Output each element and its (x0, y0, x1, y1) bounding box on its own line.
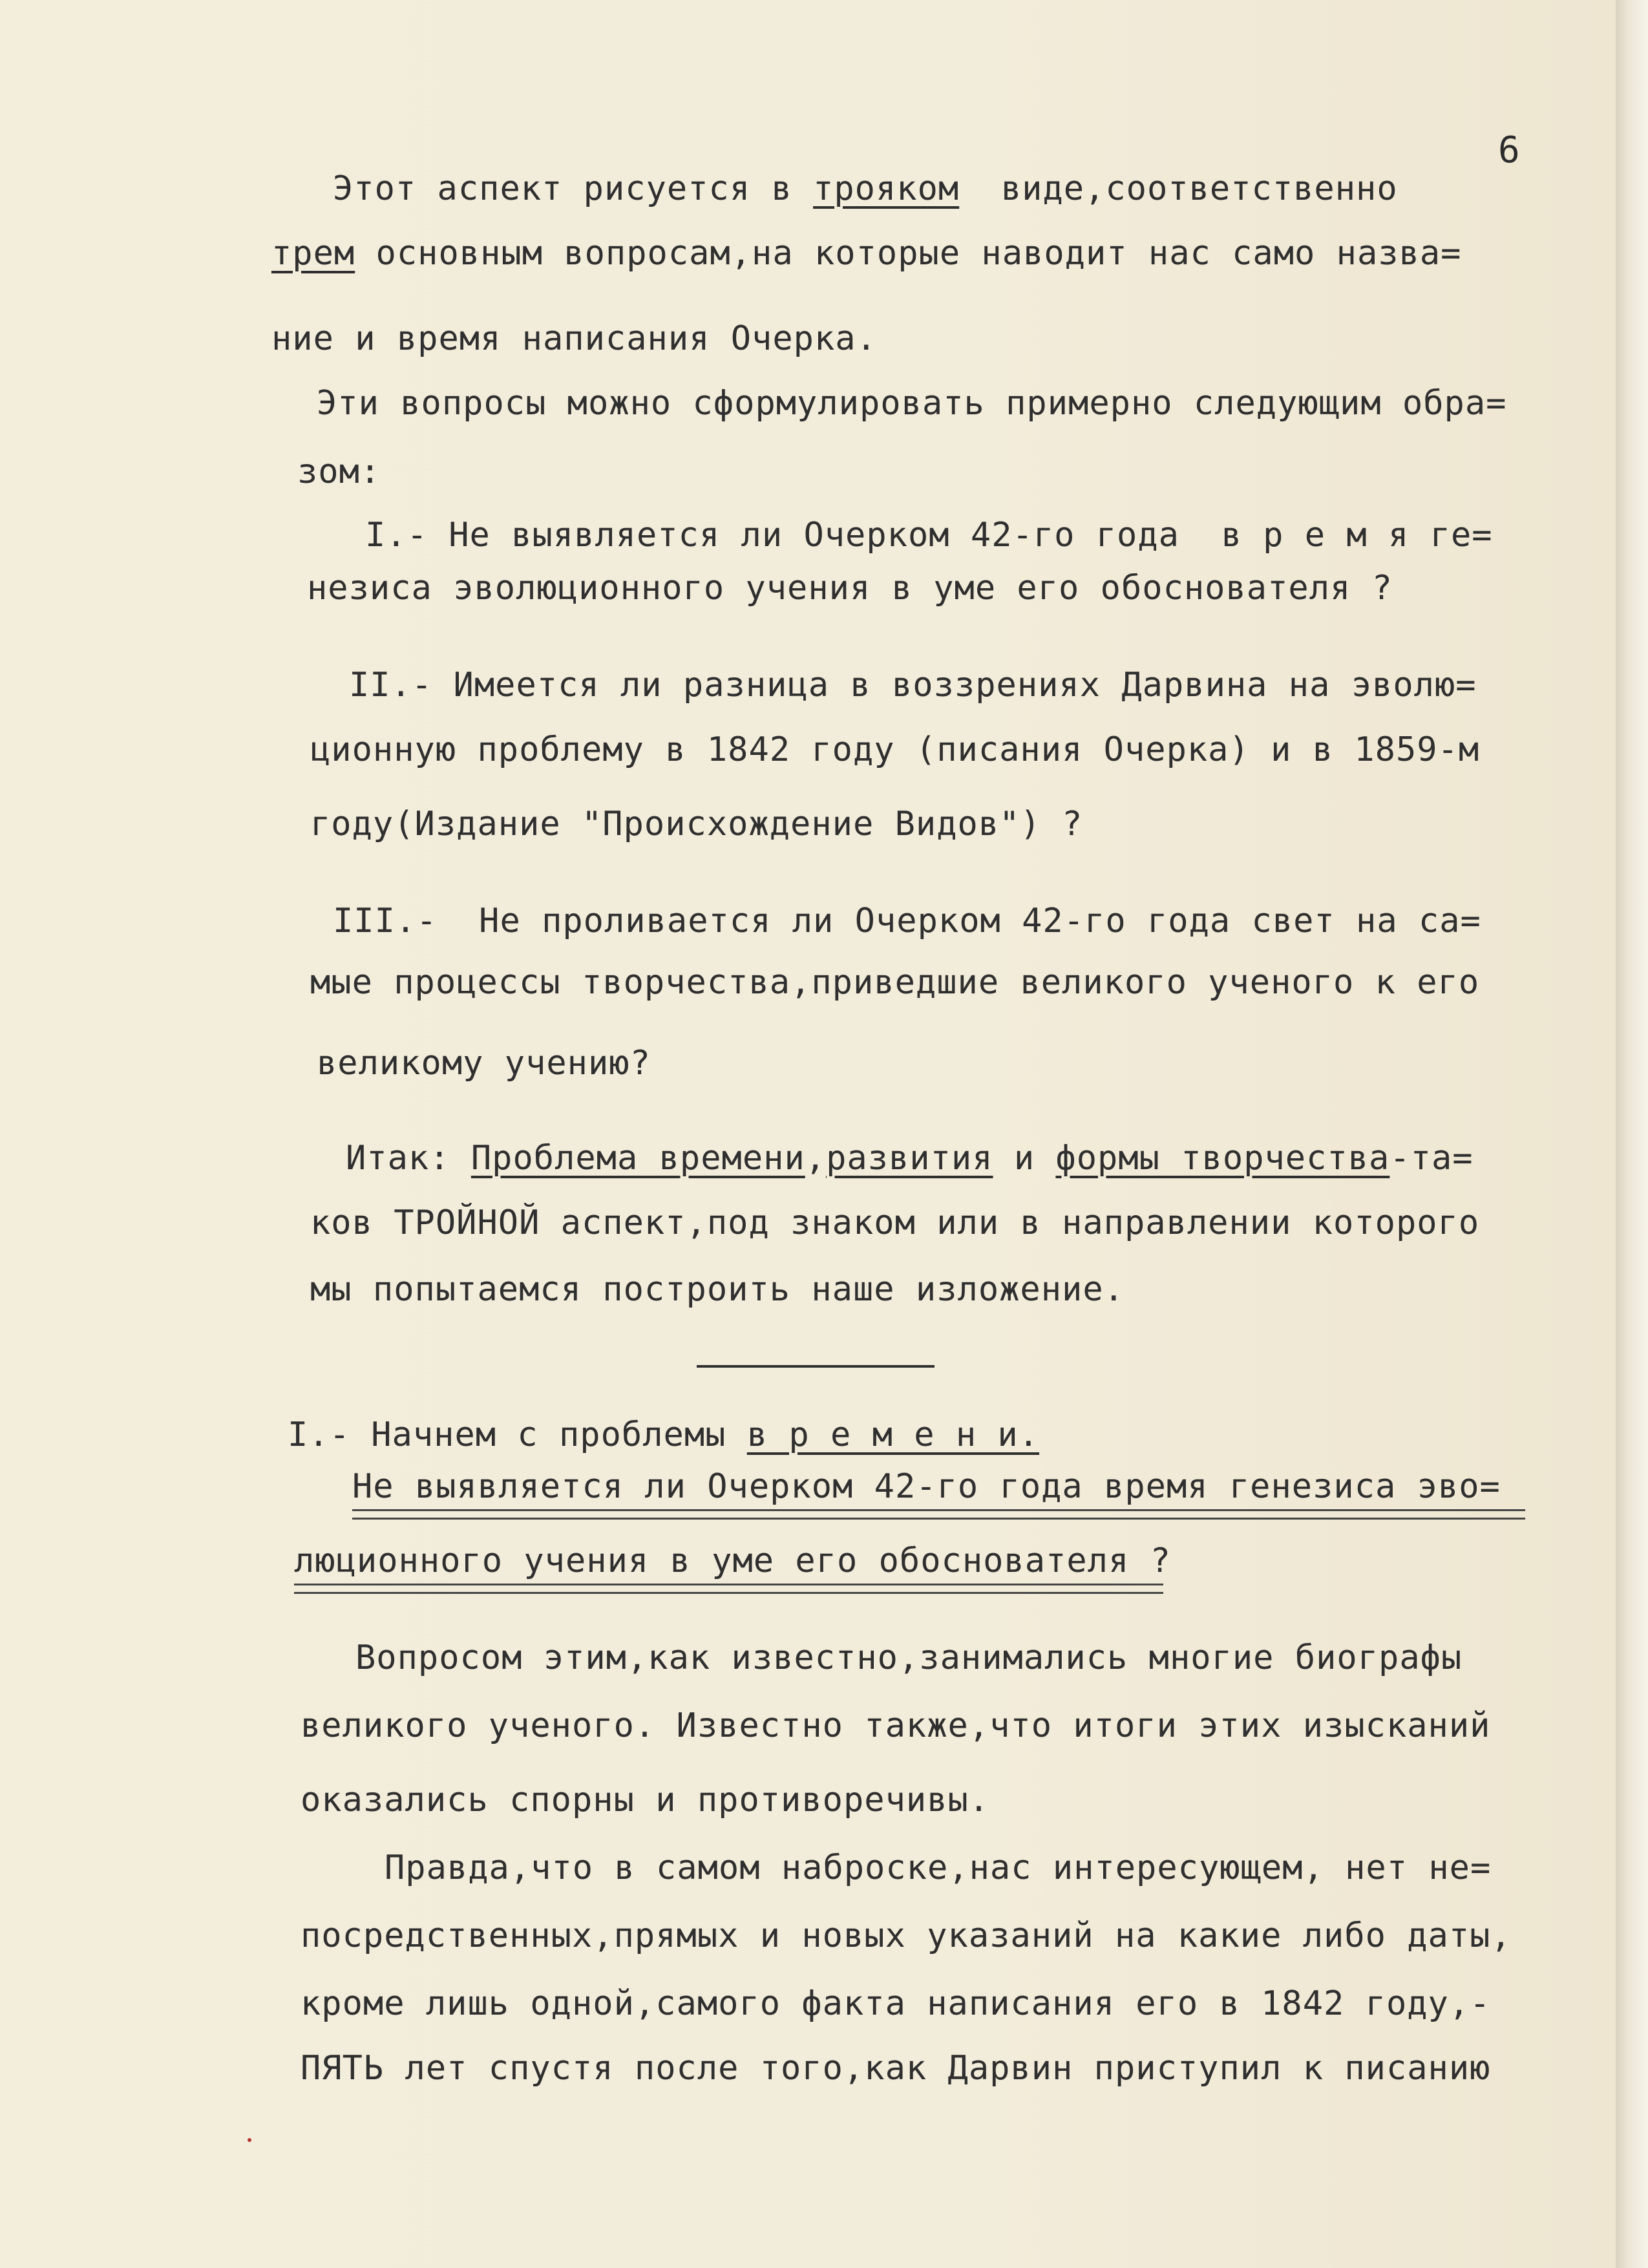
question-3-line-3: великому учению? (317, 1044, 651, 1083)
text-line-1: Этот аспект рисуется в трояком виде,соответственно (333, 169, 1398, 208)
question-3-line-2: мые процессы творчества,приведшие великого ученого к его (310, 963, 1480, 1002)
paper-speck (248, 2138, 251, 2142)
question-2-line-3: году(Издание "Происхождение Видов") ? (310, 805, 1083, 843)
body-line-2: великого ученого. Известно также,что итоги этих изысканий (301, 1706, 1491, 1745)
text-line-5: зом: (297, 452, 381, 491)
body-line-7: ПЯТЬ лет спустя после того,как Дарвин приступил к писанию (301, 2049, 1491, 2088)
question-1-line-1: I.- Не выявляется ли Очерком 42-го года в р е м я ге= (365, 516, 1493, 555)
text-line-2: трем основным вопросам,на которые наводит нас само назва= (271, 234, 1462, 273)
body-line-3: оказались спорны и противоречивы. (301, 1781, 990, 1819)
body-line-4: Правда,что в самом наброске,нас интересующем, нет не= (385, 1849, 1492, 1887)
question-1-line-2: незиса эволюционного учения в уме его обоснователя ? (307, 569, 1393, 608)
double-underline-2 (294, 1584, 1163, 1594)
section-question-line-2: люционного учения в уме его обоснователя ? (294, 1542, 1171, 1580)
text-line-3: ние и время написания Очерка. (271, 319, 877, 358)
section-divider (697, 1365, 935, 1368)
question-2-line-1: II.- Имеется ли разница в воззрениях Дарвина на эволю= (349, 666, 1477, 705)
section-question-line-1: Не выявляется ли Очерком 42-го года время генезиса эво= (352, 1467, 1501, 1506)
question-2-line-2: ционную проблему в 1842 году (писания Очерка) и в 1859-м (310, 730, 1480, 769)
body-line-6: кроме лишь одной,самого факта написания его в 1842 году,- (301, 1984, 1491, 2023)
summary-line-1: Итак: Проблема времени,развития и формы творчества-та= (346, 1139, 1474, 1178)
summary-line-3: мы попытаемся построить наше изложение. (310, 1270, 1125, 1309)
section-heading: I.- Начнем с проблемы в р е м е н и. (288, 1415, 1040, 1454)
body-line-1: Вопросом этим,как известно,занимались многие биографы (355, 1638, 1463, 1677)
body-line-5: посредственных,прямых и новых указаний на какие либо даты, (301, 1916, 1512, 1955)
text-line-4: Эти вопросы можно сформулировать примерно следующим обра= (317, 384, 1507, 423)
summary-line-2: ков ТРОЙНОЙ аспект,под знаком или в направлении которого (310, 1203, 1480, 1242)
question-3-line-1: III.- Не проливается ли Очерком 42-го года свет на са= (333, 902, 1481, 940)
double-underline-1 (352, 1509, 1525, 1520)
page-edge (1616, 0, 1648, 2268)
page-number: 6 (1498, 129, 1520, 171)
